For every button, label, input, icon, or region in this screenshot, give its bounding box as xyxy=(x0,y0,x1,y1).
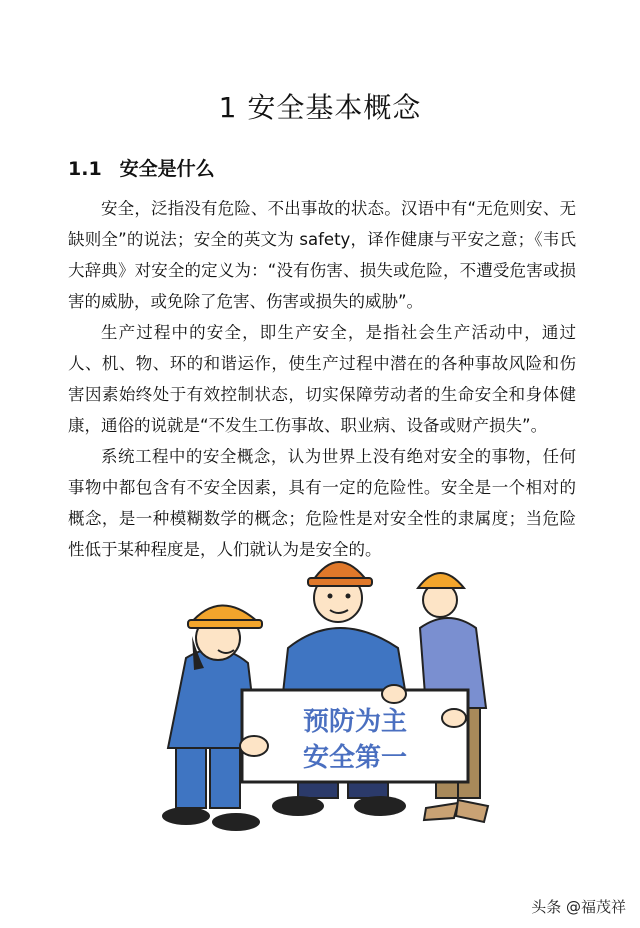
paragraph-3: 系统工程中的安全概念，认为世界上没有绝对安全的事物，任何事物中都包含有不安全因素，具有一定的危险性。安全是一个相对的概念，是一种模糊数学的概念；危险性是对安全性的隶属度；当危险性低于某种程度是，人们就认为是安全的。 xyxy=(68,447,576,559)
section-number: 1.1 xyxy=(68,158,102,180)
body-text xyxy=(68,193,576,565)
watermark: 头条 @福茂祥 xyxy=(531,898,626,916)
page-title: 1 安全基本概念 xyxy=(218,91,422,124)
section-heading xyxy=(68,154,215,181)
sign-line-1: 预防为主 xyxy=(302,707,408,737)
sign-line-2: 安全第一 xyxy=(302,743,408,773)
section-title: 安全是什么 xyxy=(119,158,215,180)
safety-workers-illustration xyxy=(158,538,498,838)
safety-sign xyxy=(240,685,468,782)
paragraph-1: 安全，泛指没有危险、不出事故的状态。汉语中有“无危则安、无缺则全”的说法；安全的英文为 safety，译作健康与平安之意；《韦氏大辞典》对安全的定义为：“没有伤害、损失或危险，不遭受危害或损害的威胁，或免除了危害、伤害或损失的威胁”。 xyxy=(68,199,576,311)
paragraph-2: 生产过程中的安全，即生产安全，是指社会生产活动中，通过人、机、物、环的和谐运作，使生产过程中潜在的各种事故风险和伤害因素始终处于有效控制状态，切实保障劳动者的生命安全和身体健康，通俗的说就是“不发生工伤事故、职业病、设备或财产损失”。 xyxy=(68,323,576,435)
